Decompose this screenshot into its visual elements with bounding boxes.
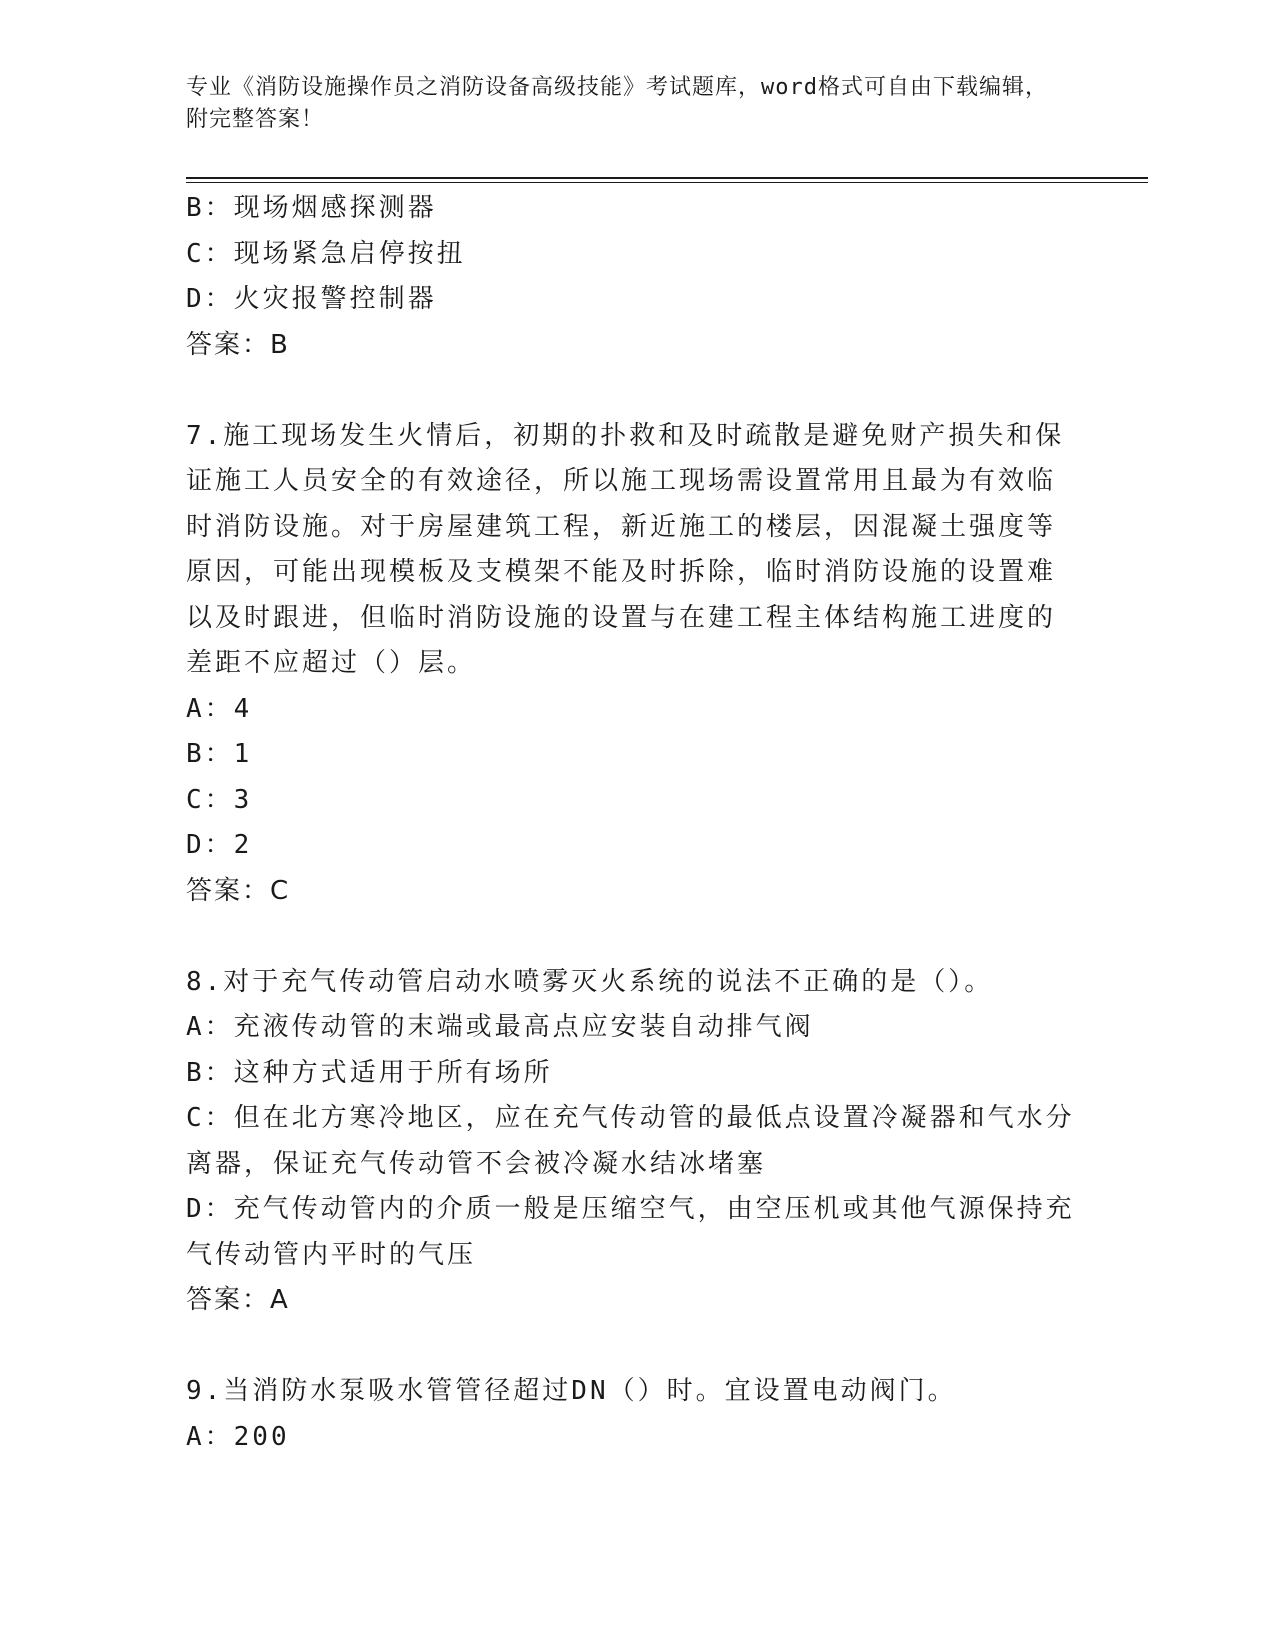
option-c: C：3 xyxy=(186,784,253,815)
option-c: C：但在北方寒冷地区，应在充气传动管的最低点设置冷凝器和气水分离器，保证充气传动管不会被冷凝水结冰堵塞 xyxy=(186,1103,1075,1179)
carryover-block xyxy=(186,186,1076,368)
answer-line: 答案：C xyxy=(186,875,291,906)
header-divider-thin xyxy=(186,182,1148,183)
question-stem: 8.对于充气传动管启动水喷雾灭火系统的说法不正确的是（）。 xyxy=(186,966,994,997)
document-header: 专业《消防设施操作员之消防设备高级技能》考试题库，word格式可自由下载编辑，附完整答案！ xyxy=(186,75,1048,132)
question-block-8 xyxy=(186,960,1076,1324)
option-b: B：现场烟感探测器 xyxy=(186,193,437,223)
option-a: A：200 xyxy=(186,1421,290,1452)
spacer xyxy=(186,1324,1076,1370)
option-a: A：充液传动管的末端或最高点应安装自动排气阀 xyxy=(186,1012,814,1042)
question-content xyxy=(186,186,1076,1460)
question-block-7 xyxy=(186,414,1076,915)
option-d: D：2 xyxy=(186,830,253,860)
header-divider-thick xyxy=(186,177,1148,179)
question-stem: 9.当消防水泵吸水管管径超过DN（）时。宜设置电动阀门。 xyxy=(186,1376,957,1406)
answer-line: 答案：B xyxy=(186,329,290,360)
answer-line: 答案：A xyxy=(186,1285,290,1315)
option-a: A：4 xyxy=(186,693,253,724)
spacer xyxy=(186,368,1076,414)
option-b: B：这种方式适用于所有场所 xyxy=(186,1057,553,1088)
option-b: B：1 xyxy=(186,739,253,769)
option-d: D：充气传动管内的介质一般是压缩空气，由空压机或其他气源保持充气传动管内平时的气压 xyxy=(186,1194,1075,1270)
option-d: D：火灾报警控制器 xyxy=(186,284,437,314)
option-c: C：现场紧急启停按扭 xyxy=(186,238,466,269)
question-block-9 xyxy=(186,1369,1076,1460)
spacer xyxy=(186,914,1076,960)
question-stem: 7.施工现场发生火情后，初期的扑救和及时疏散是避免财产损失和保证施工人员安全的有效途径，所以施工现场需设置常用且最为有效临时消防设施。对于房屋建筑工程，新近施工的楼层，因混凝土强度等原因，可能出现模板及支模架不能及时拆除，临时消防设施的设置难以及时跟进，但临时消防设施的设置与在建工程主体结构施工进度的差距不应超过（）层。 xyxy=(186,420,1065,678)
